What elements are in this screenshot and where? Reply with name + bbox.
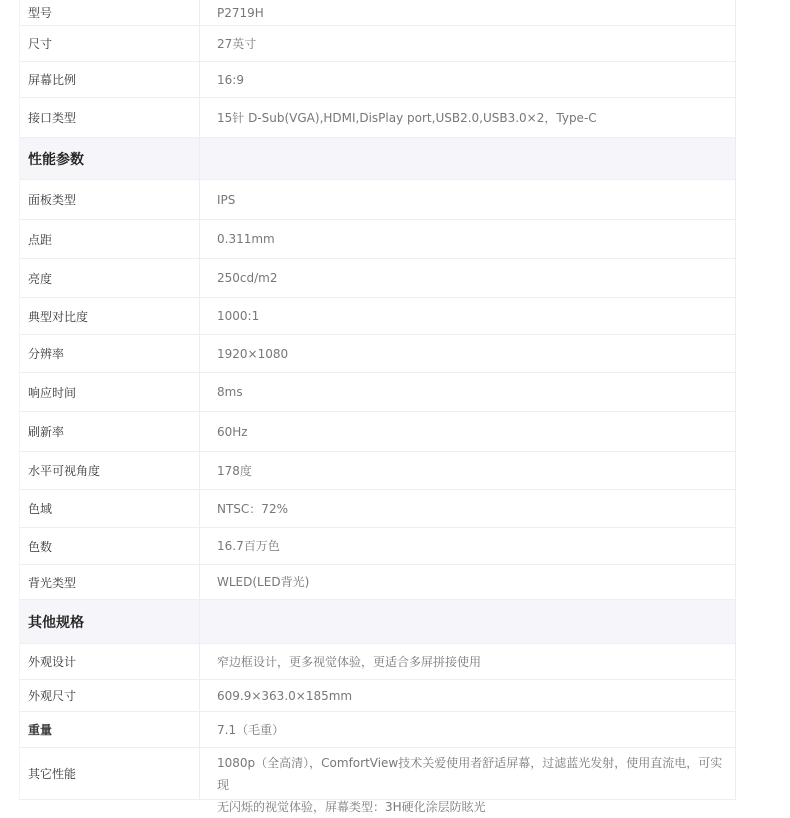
spec-row-panel-type — [20, 180, 735, 220]
spec-label: 分辨率 — [20, 335, 200, 372]
spec-value: 7.1（毛重） — [217, 722, 285, 737]
spec-row-model — [20, 0, 735, 26]
spec-row-size — [20, 26, 735, 62]
spec-row-aspect-ratio — [20, 62, 735, 98]
spec-row-color-count — [20, 528, 735, 565]
spec-row-brightness — [20, 259, 735, 298]
spec-value: 250cd/m2 — [217, 271, 278, 285]
spec-row-dot-pitch — [20, 220, 735, 259]
spec-value: 16.7百万色 — [217, 539, 280, 553]
spec-row-backlight — [20, 565, 735, 600]
spec-label: 尺寸 — [20, 26, 200, 61]
spec-value: P2719H — [217, 5, 264, 20]
spec-label: 型号 — [20, 0, 200, 25]
spec-row-color-gamut — [20, 490, 735, 528]
spec-label: 其它性能 — [20, 748, 200, 799]
section-header-performance — [20, 138, 735, 180]
spec-table — [19, 0, 736, 814]
section-header-other — [20, 600, 735, 644]
spec-value: IPS — [217, 192, 236, 207]
spec-label: 响应时间 — [20, 373, 200, 411]
spec-label: 点距 — [20, 220, 200, 258]
spec-row-response-time — [20, 373, 735, 412]
section-title: 其他规格 — [20, 600, 200, 643]
spec-row-viewing-angle — [20, 452, 735, 490]
spec-value: WLED(LED背光) — [217, 575, 310, 589]
spec-row-contrast — [20, 298, 735, 335]
spec-label: 色数 — [20, 528, 200, 564]
spec-label: 色域 — [20, 490, 200, 527]
spec-label: 面板类型 — [20, 180, 200, 219]
spec-label: 重量 — [20, 712, 200, 747]
spec-value: 8ms — [217, 385, 243, 399]
section-value — [200, 600, 735, 643]
section-value — [200, 138, 735, 179]
section-title: 性能参数 — [20, 138, 200, 179]
spec-value: 1080p（全高清），ComfortView技术关爱使用者舒适屏幕，过滤蓝光发射，使用直流电，可实现 无闪烁的视觉体验，屏幕类型：3H硬化涂层防眩光 — [217, 756, 723, 814]
spec-label: 典型对比度 — [20, 298, 200, 334]
spec-label: 背光类型 — [20, 565, 200, 599]
spec-value: 1000:1 — [217, 309, 260, 323]
spec-value: 窄边框设计，更多视觉体验，更适合多屏拼接使用 — [217, 654, 482, 669]
spec-label: 外观设计 — [20, 644, 200, 679]
spec-value: 15针 D-Sub(VGA),HDMI,DisPlay port,USB2.0,USB3.0×2，Type-C — [217, 110, 597, 125]
spec-value: 1920×1080 — [217, 346, 289, 361]
spec-label: 亮度 — [20, 259, 200, 297]
spec-row-ports — [20, 98, 735, 138]
spec-value: NTSC：72% — [217, 501, 288, 516]
spec-value: 609.9×363.0×185mm — [217, 688, 353, 703]
spec-label: 接口类型 — [20, 98, 200, 137]
spec-row-other-features — [20, 748, 735, 814]
spec-row-resolution — [20, 335, 735, 373]
spec-value: 27英寸 — [217, 36, 257, 51]
spec-label: 外观尺寸 — [20, 680, 200, 711]
spec-row-weight — [20, 712, 735, 748]
spec-value: 0.311mm — [217, 232, 275, 246]
spec-label: 水平可视角度 — [20, 452, 200, 489]
spec-label: 刷新率 — [20, 412, 200, 451]
spec-label: 屏幕比例 — [20, 62, 200, 97]
spec-value: 178度 — [217, 463, 252, 478]
spec-row-refresh-rate — [20, 412, 735, 452]
spec-row-design — [20, 644, 735, 680]
spec-row-dimensions — [20, 680, 735, 712]
spec-value: 16:9 — [217, 72, 244, 87]
spec-value: 60Hz — [217, 424, 248, 439]
